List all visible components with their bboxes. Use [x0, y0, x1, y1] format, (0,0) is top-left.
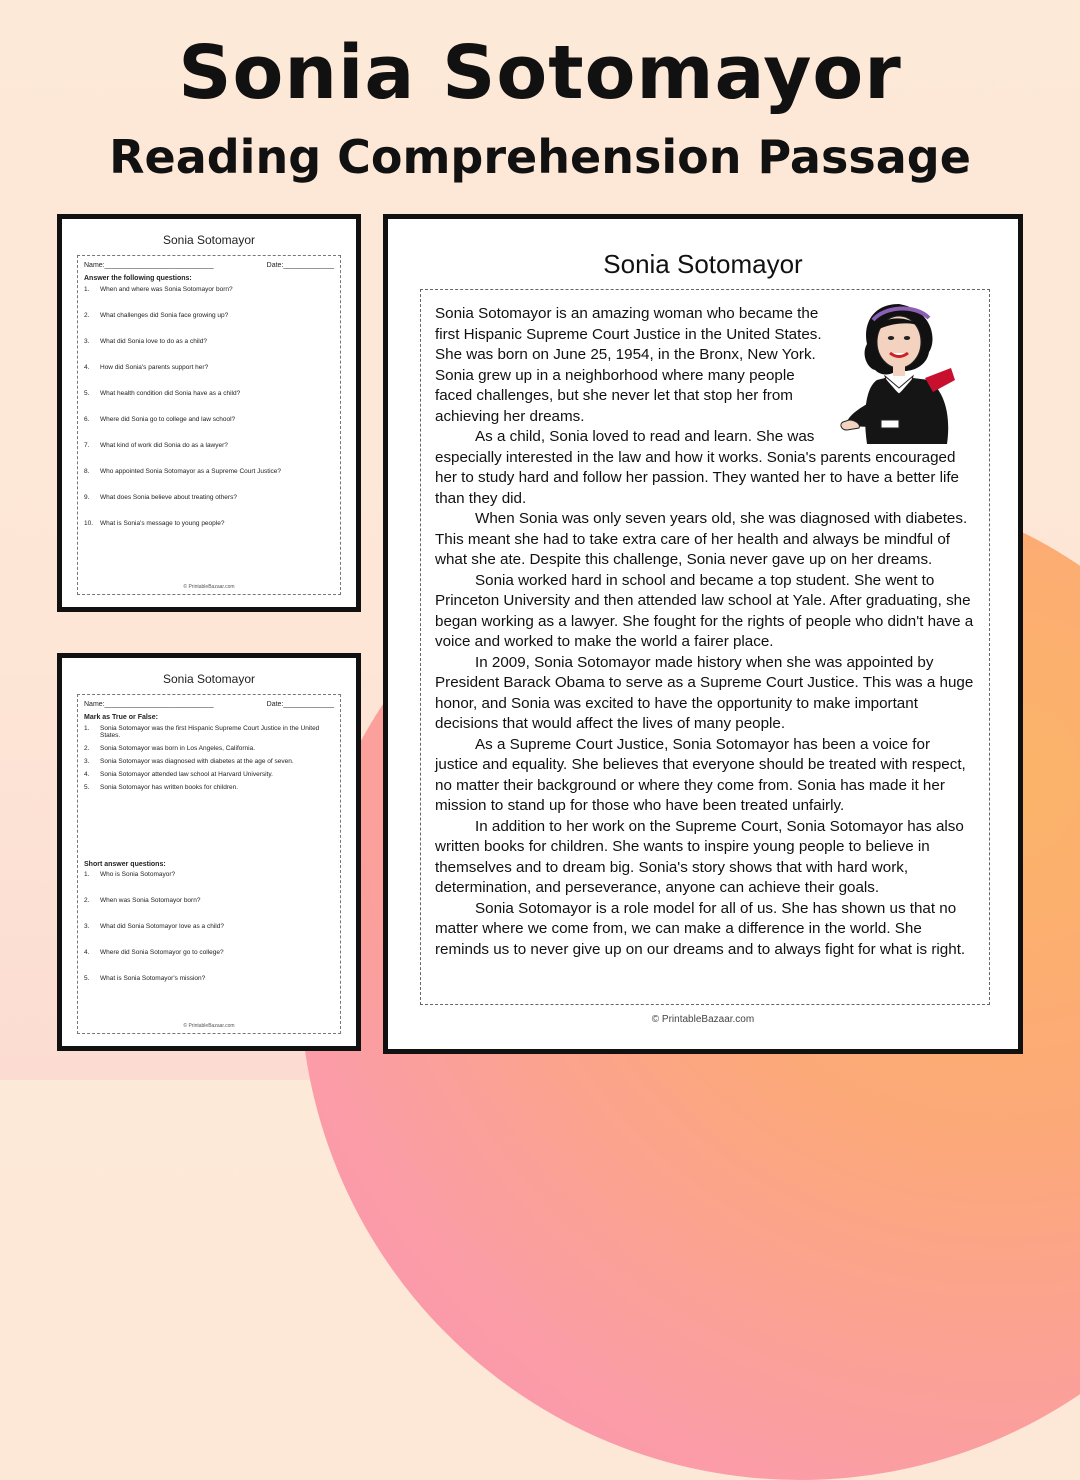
questions-worksheet-preview: [57, 214, 361, 612]
question-text: What is Sonia Sotomayor's mission?: [100, 975, 206, 982]
question-text: How did Sonia's parents support her?: [100, 364, 209, 371]
questions-list: [78, 286, 340, 527]
question-text: What kind of work did Sonia do as a lawyer?: [100, 442, 228, 449]
question-text: What challenges did Sonia face growing up?: [100, 312, 229, 319]
page-subtitle: Reading Comprehension Passage: [109, 130, 971, 184]
copyright-footer: © PrintableBazaar.com: [651, 1014, 755, 1025]
question-text: What does Sonia believe about treating others?: [100, 494, 237, 501]
passage-title: Sonia Sotomayor: [603, 249, 803, 279]
question-text: What is Sonia's message to young people?: [100, 520, 225, 527]
question-item: [78, 758, 340, 765]
short-answer-heading: Short answer questions:: [84, 861, 166, 868]
questions-heading: Answer the following questions:: [84, 275, 192, 282]
question-item: [78, 494, 340, 501]
question-text: Who is Sonia Sotomayor?: [100, 871, 176, 878]
question-item: [78, 286, 340, 293]
passage-paragraph: As a child, Sonia loved to read and learn. She was especially interested in the law and how it works. Sonia's parents encouraged her to study hard and follow her passion. They wanted her to have a better life than they did.: [435, 428, 960, 507]
question-number: 10.: [84, 520, 94, 527]
question-item: [78, 520, 340, 527]
name-line: Name:____________________________: [84, 262, 214, 269]
passage-paragraph: When Sonia was only seven years old, she was diagnosed with diabetes. This meant she had to take extra care of her health and always be mindful of what she ate. Despite this challenge, Sonia never gave up on her dreams.: [435, 510, 968, 568]
question-item: [78, 390, 340, 397]
question-item: [78, 745, 340, 752]
question-text: Sonia Sotomayor has written books for children.: [100, 784, 239, 791]
date-line: Date:_____________: [266, 701, 334, 708]
question-item: [78, 312, 340, 319]
question-number: 2.: [84, 312, 90, 319]
date-line: Date:_____________: [266, 262, 334, 269]
true-false-worksheet-preview: [57, 653, 361, 1051]
copyright-footer: © PrintableBazaar.com: [183, 584, 235, 590]
question-number: 4.: [84, 771, 90, 778]
page-title: Sonia Sotomayor: [178, 30, 902, 116]
question-text: When and where was Sonia Sotomayor born?: [100, 286, 233, 293]
question-number: 3.: [84, 923, 90, 930]
worksheet-title: Sonia Sotomayor: [162, 672, 256, 686]
question-item: [78, 949, 340, 956]
question-number: 3.: [84, 758, 90, 765]
question-number: 8.: [84, 468, 90, 475]
passage-paragraph: As a Supreme Court Justice, Sonia Sotomayor has been a voice for justice and equality. She believes that everyone should be treated with respect, no matter their background or where they come from. Sonia has made it her mission to stand up for those who have been treated unfairly.: [435, 735, 966, 814]
passage-page: [383, 214, 1023, 1054]
question-text: Who appointed Sonia Sotomayor as a Supreme Court Justice?: [100, 468, 282, 475]
question-number: 5.: [84, 390, 90, 397]
question-item: [78, 468, 340, 475]
worksheet-content-box: [77, 694, 341, 1034]
question-number: 3.: [84, 338, 90, 345]
passage-text: [435, 304, 975, 960]
question-item: [78, 364, 340, 371]
question-text: Sonia Sotomayor was the first Hispanic Supreme Court Justice in the United States.: [100, 725, 320, 739]
question-item: [78, 338, 340, 345]
question-number: 2.: [84, 745, 90, 752]
passage-paragraph: In addition to her work on the Supreme Court, Sonia Sotomayor has also written books for children. She wants to inspire young people to believe in themselves and to dream big. Sonia's story shows that with hard work, determination, and perseverance, anyone can achieve their goals.: [435, 817, 964, 896]
question-text: Sonia Sotomayor was born in Los Angeles, California.: [100, 745, 256, 752]
short-answer-list: [78, 871, 340, 1001]
name-line: Name:____________________________: [84, 701, 214, 708]
passage-paragraph: In 2009, Sonia Sotomayor made history when she was appointed by President Barack Obama to serve as a Supreme Court Justice. This was a huge honor, and Sonia was excited to have the opportunity to make important decisions that would affect the lives of many people.: [435, 653, 974, 732]
worksheet-content-box: [77, 255, 341, 595]
question-item: [78, 897, 340, 904]
question-text: Where did Sonia go to college and law school?: [100, 416, 236, 423]
question-number: 6.: [84, 416, 90, 423]
question-number: 1.: [84, 286, 90, 293]
name-date-row: [78, 256, 340, 269]
passage-paragraph: Sonia Sotomayor is an amazing woman who became the first Hispanic Supreme Court Justice in the United States. She was born on June 25, 1954, in the Bronx, New York. Sonia grew up in a neighborhood where many people faced challenges, but she never let that stop her from achieving her dreams.: [435, 305, 822, 425]
passage-content-box: [420, 289, 990, 1005]
question-number: 4.: [84, 949, 90, 956]
question-text: Where did Sonia Sotomayor go to college?: [100, 949, 224, 956]
question-text: What did Sonia love to do as a child?: [100, 338, 207, 345]
question-item: [78, 771, 340, 778]
question-number: 1.: [84, 871, 90, 878]
question-number: 5.: [84, 784, 90, 791]
worksheet-title: Sonia Sotomayor: [162, 233, 256, 247]
question-number: 4.: [84, 364, 90, 371]
question-item: [78, 416, 340, 423]
passage-paragraph: Sonia Sotomayor is a role model for all of us. She has shown us that no matter where we come from, we can make a difference in the world. She reminds us to never give up on our dreams and to always fight for what is right.: [435, 899, 966, 958]
question-item: [78, 442, 340, 449]
question-item: [78, 725, 340, 739]
question-text: Sonia Sotomayor was diagnosed with diabetes at the age of seven.: [100, 758, 294, 765]
name-date-row: [78, 695, 340, 708]
passage-paragraph: Sonia worked hard in school and became a top student. She went to Princeton University and then attended law school at Yale. After graduating, she began working as a lawyer. She fought for the rights of people who didn't have a voice and worked to make the world a fairer place.: [435, 571, 974, 650]
question-number: 2.: [84, 897, 90, 904]
question-item: [78, 871, 340, 878]
true-false-list: [78, 725, 340, 791]
true-false-heading: Mark as True or False:: [84, 714, 158, 721]
question-text: When was Sonia Sotomayor born?: [100, 897, 201, 904]
sonia-portrait-illustration: [837, 296, 989, 446]
question-number: 7.: [84, 442, 90, 449]
question-item: [78, 975, 340, 982]
question-item: [78, 784, 340, 791]
question-text: What health condition did Sonia have as a child?: [100, 390, 241, 397]
question-text: Sonia Sotomayor attended law school at Harvard University.: [100, 771, 273, 778]
question-text: What did Sonia Sotomayor love as a child?: [100, 923, 224, 930]
question-number: 9.: [84, 494, 90, 501]
question-number: 1.: [84, 725, 90, 732]
question-item: [78, 923, 340, 930]
question-number: 5.: [84, 975, 90, 982]
copyright-footer: © PrintableBazaar.com: [183, 1023, 235, 1029]
